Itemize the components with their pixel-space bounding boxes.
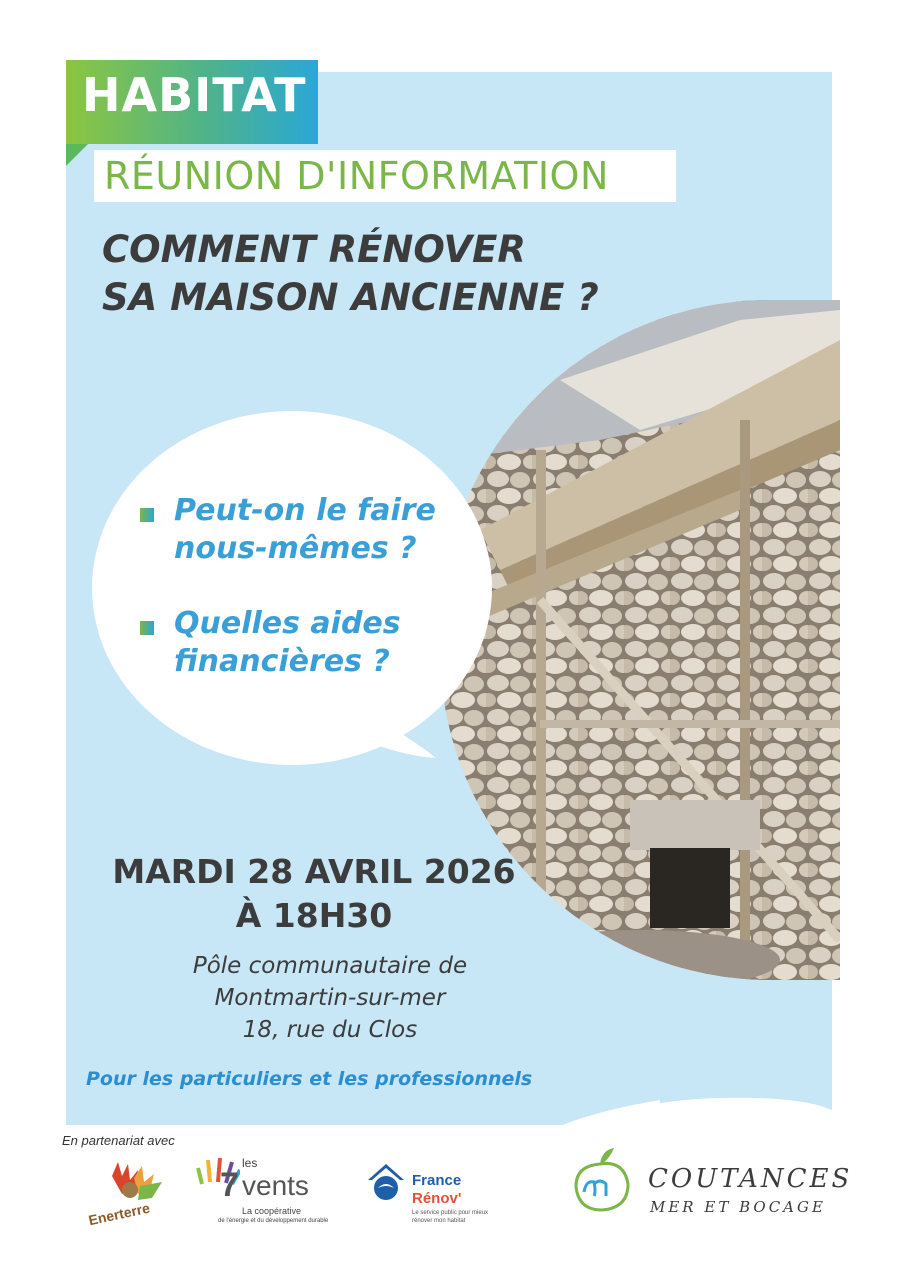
apple-leaf-icon: [570, 1146, 634, 1216]
bullet-item-diy-line-2: nous-mêmes ?: [174, 531, 417, 566]
house-icon: [366, 1162, 406, 1200]
bullet-item-diy-line-1: Peut-on le faire: [174, 493, 436, 528]
event-date: MARDI 28 AVRIL 2026: [112, 852, 516, 891]
sept-vents-logo: [196, 1156, 346, 1232]
reunion-banner-text: RÉUNION D'INFORMATION: [104, 154, 609, 198]
bullet-square-icon: [140, 621, 154, 635]
habitat-tag-text: HABITAT: [82, 68, 307, 122]
enerterre-name: Enerterre: [87, 1199, 152, 1229]
sept-vents-number: 7: [220, 1166, 239, 1204]
page-title-line-2: SA MAISON ANCIENNE ?: [102, 276, 599, 319]
event-address-line-1: Pôle communautaire de: [192, 953, 468, 979]
sept-vents-tagline: La coopérative: [242, 1206, 302, 1216]
coutances-logo: [570, 1146, 860, 1222]
france-renov-line-2: Rénov': [412, 1190, 462, 1207]
france-renov-tagline: Le service public pour mieux: [412, 1210, 489, 1216]
enerterre-logo: [82, 1156, 182, 1236]
sept-vents-tagline-2: de l'énergie et du développement durable: [218, 1218, 329, 1224]
event-address-line-2: Montmartin-sur-mer: [214, 985, 446, 1011]
bullet-item-aides: [140, 605, 401, 681]
bullet-item-aides-line-1: Quelles aides: [174, 606, 401, 641]
partners-label: En partenariat avec: [62, 1133, 175, 1148]
coutances-name: COUTANCES: [648, 1164, 853, 1194]
audience-text: Pour les particuliers et les professionnels: [86, 1068, 533, 1090]
france-renov-tagline-2: rénover mon habitat: [412, 1218, 466, 1224]
bullet-square-icon: [140, 508, 154, 522]
event-time: À 18H30: [235, 896, 393, 935]
page-title-line-1: COMMENT RÉNOVER: [102, 228, 526, 271]
sept-vents-word: vents: [242, 1170, 309, 1201]
bullet-item-diy: [140, 492, 436, 568]
coutances-subtitle: MER ET BOCAGE: [650, 1198, 826, 1216]
france-renov-line-1: France: [412, 1172, 462, 1189]
bullet-item-aides-line-2: financières ?: [174, 644, 390, 679]
france-renov-logo: [366, 1162, 496, 1232]
sept-vents-les: les: [242, 1156, 258, 1170]
event-address-line-3: 18, rue du Clos: [242, 1017, 418, 1043]
